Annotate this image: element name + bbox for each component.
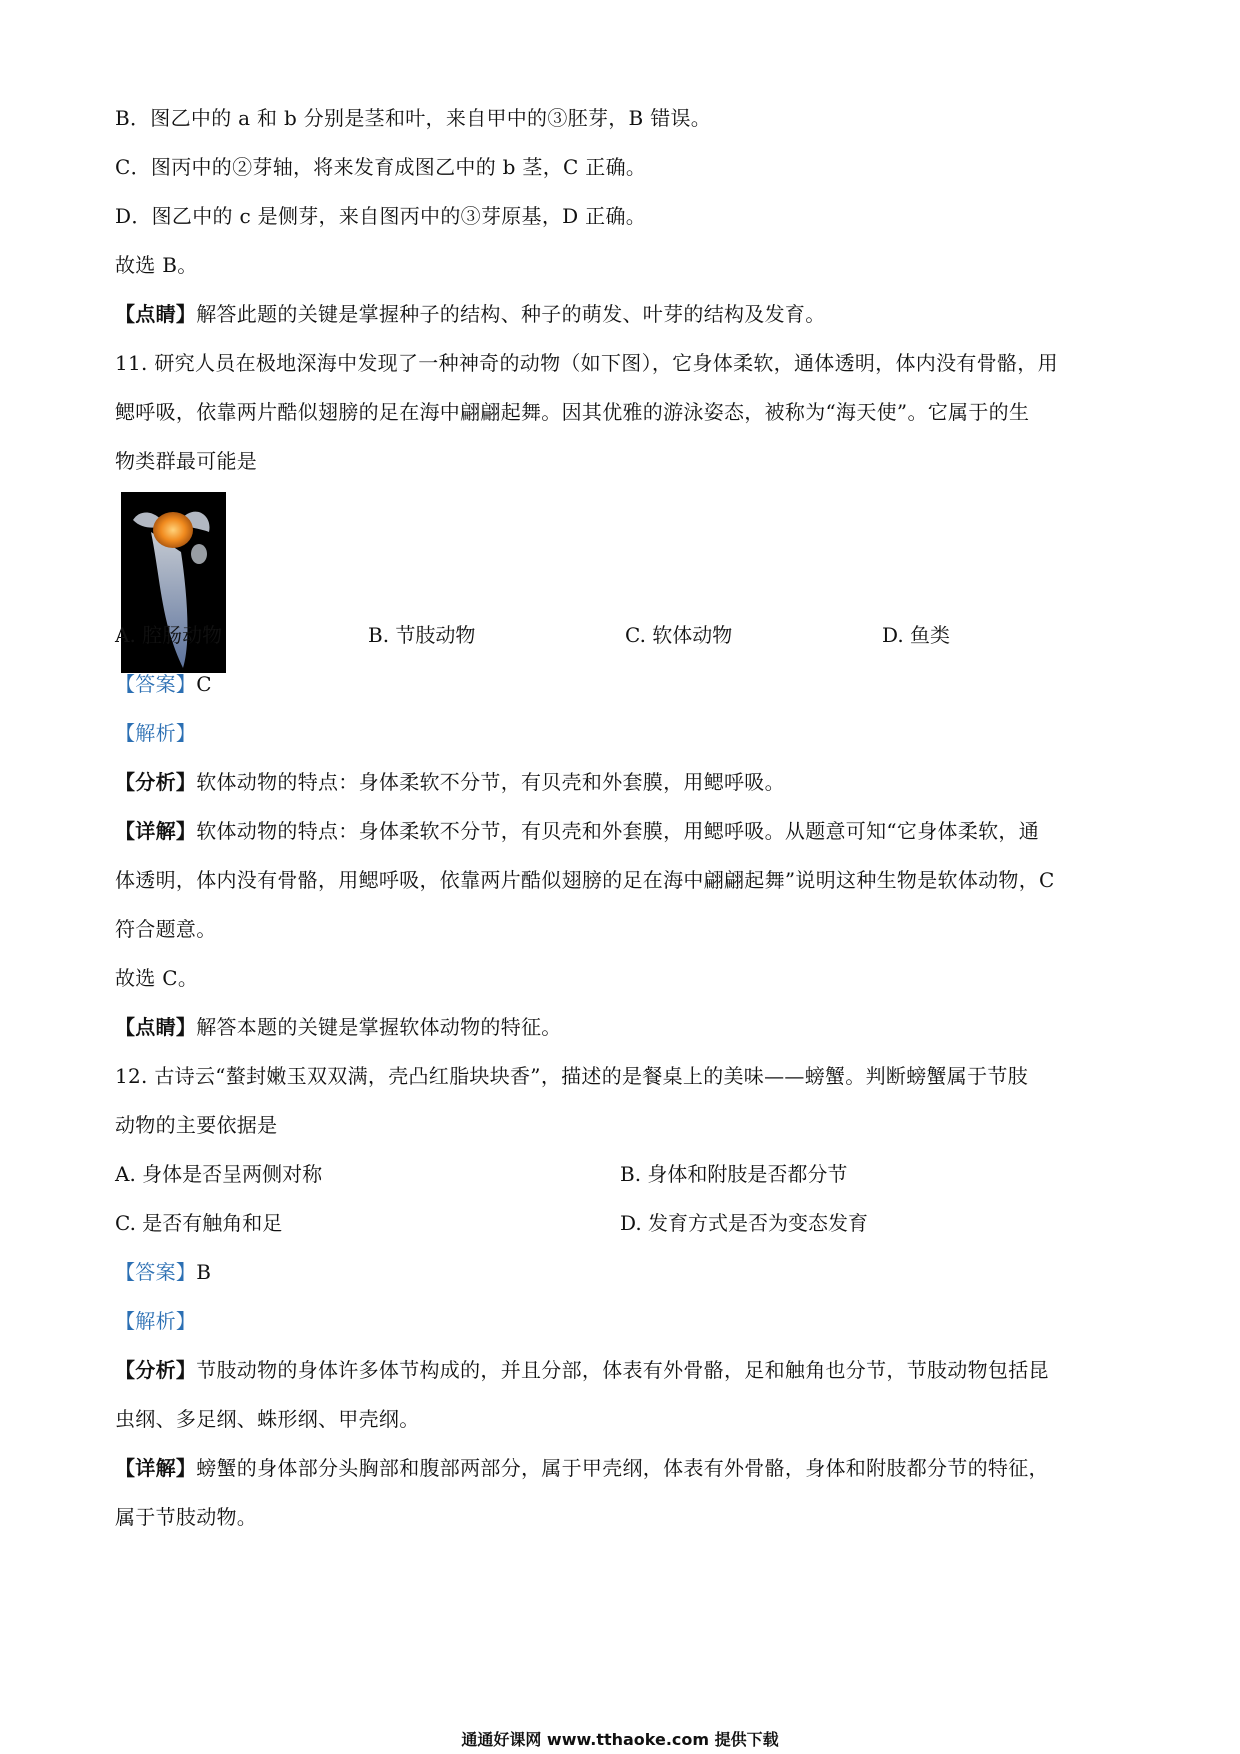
q12-option-d: D. 发育方式是否为变态发育 [620,1211,869,1235]
xiangjie-text: 软体动物的特点：身体柔软不分节，有贝壳和外套膜，用鳃呼吸。从题意可知“它身体柔软，通 [196,819,1040,843]
answer-value: B [196,1260,212,1284]
q11-answer [115,670,212,698]
q11-fenxi [115,768,785,796]
q12-stem-line-1: 12. 古诗云“螯封嫩玉双双满，壳凸红脂块块香”，描述的是餐桌上的美味——螃蟹。判断螃蟹属于节肢 [115,1064,1029,1088]
q12-xiangjie-line-2: 属于节肢动物。 [115,1505,258,1529]
answer-tag: 【答案】 [115,1260,197,1284]
q12-stem-line-2: 动物的主要依据是 [115,1113,278,1137]
q11-xiangjie-line-2: 体透明，体内没有骨骼，用鳃呼吸，依靠两片酷似翅膀的足在海中翩翩起舞”说明这种生物是软体动物，C [115,868,1055,892]
q11-stem-line-2: 鳃呼吸，依靠两片酷似翅膀的足在海中翩翩起舞。因其优雅的游泳姿态，被称为“海天使”。它属于的生 [115,400,1030,424]
q12-fenxi-line-1 [115,1356,1049,1384]
q11-xiangjie-line-3: 符合题意。 [115,917,217,941]
q12-option-c: C. 是否有触角和足 [115,1211,283,1235]
q12-option-a: A. 身体是否呈两侧对称 [115,1162,323,1186]
q10-choice: 故选 B。 [115,253,198,277]
q12-analysis-tag: 【解析】 [115,1309,197,1333]
q12-answer [115,1258,211,1286]
tip-tag: 【点睛】 [115,1015,197,1039]
q11-xiangjie-line-1 [115,817,1039,845]
q10-option-c-explanation: C．图丙中的②芽轴，将来发育成图乙中的 b 茎，C 正确。 [115,155,647,179]
q11-stem-line-3: 物类群最可能是 [115,449,258,473]
xiangjie-text: 螃蟹的身体部分头胸部和腹部两部分，属于甲壳纲，体表有外骨骼，身体和附肢都分节的特征， [196,1456,1049,1480]
page-footer: 通通好课网 www.tthaoke.com 提供下载 [461,1730,779,1749]
tip-tag: 【点睛】 [115,302,197,326]
q11-option-b: B. 节肢动物 [368,623,476,647]
q12-fenxi-line-2: 虫纲、多足纲、蛛形纲、甲壳纲。 [115,1407,420,1431]
q12-option-b: B. 身体和附肢是否都分节 [620,1162,848,1186]
answer-tag: 【答案】 [115,672,197,696]
q11-tip [115,1013,562,1041]
q11-analysis-tag: 【解析】 [115,721,197,745]
q10-option-d-explanation: D．图乙中的 c 是侧芽，来自图丙中的③芽原基，D 正确。 [115,204,647,228]
q11-option-c: C. 软体动物 [625,623,733,647]
fenxi-tag: 【分析】 [115,770,197,794]
q12-xiangjie-line-1 [115,1454,1049,1482]
xiangjie-tag: 【详解】 [115,819,197,843]
q11-option-d: D. 鱼类 [882,623,951,647]
tip-text: 解答本题的关键是掌握软体动物的特征。 [196,1015,562,1039]
fenxi-text: 节肢动物的身体许多体节构成的，并且分部，体表有外骨骼，足和触角也分节，节肢动物包括昆 [196,1358,1049,1382]
q10-tip [115,300,826,328]
answer-value: C [196,672,212,696]
fenxi-text: 软体动物的特点：身体柔软不分节，有贝壳和外套膜，用鳃呼吸。 [196,770,785,794]
fenxi-tag: 【分析】 [115,1358,197,1382]
q11-choice: 故选 C。 [115,966,199,990]
q11-stem-line-1: 11. 研究人员在极地深海中发现了一种神奇的动物（如下图），它身体柔软，通体透明，体内没有骨骼，用 [115,351,1058,375]
q10-option-b-explanation: B．图乙中的 a 和 b 分别是茎和叶，来自甲中的③胚芽，B 错误。 [115,106,712,130]
q11-option-a: A. 腔肠动物 [115,623,223,647]
tip-text: 解答此题的关键是掌握种子的结构、种子的萌发、叶芽的结构及发育。 [196,302,826,326]
xiangjie-tag: 【详解】 [115,1456,197,1480]
